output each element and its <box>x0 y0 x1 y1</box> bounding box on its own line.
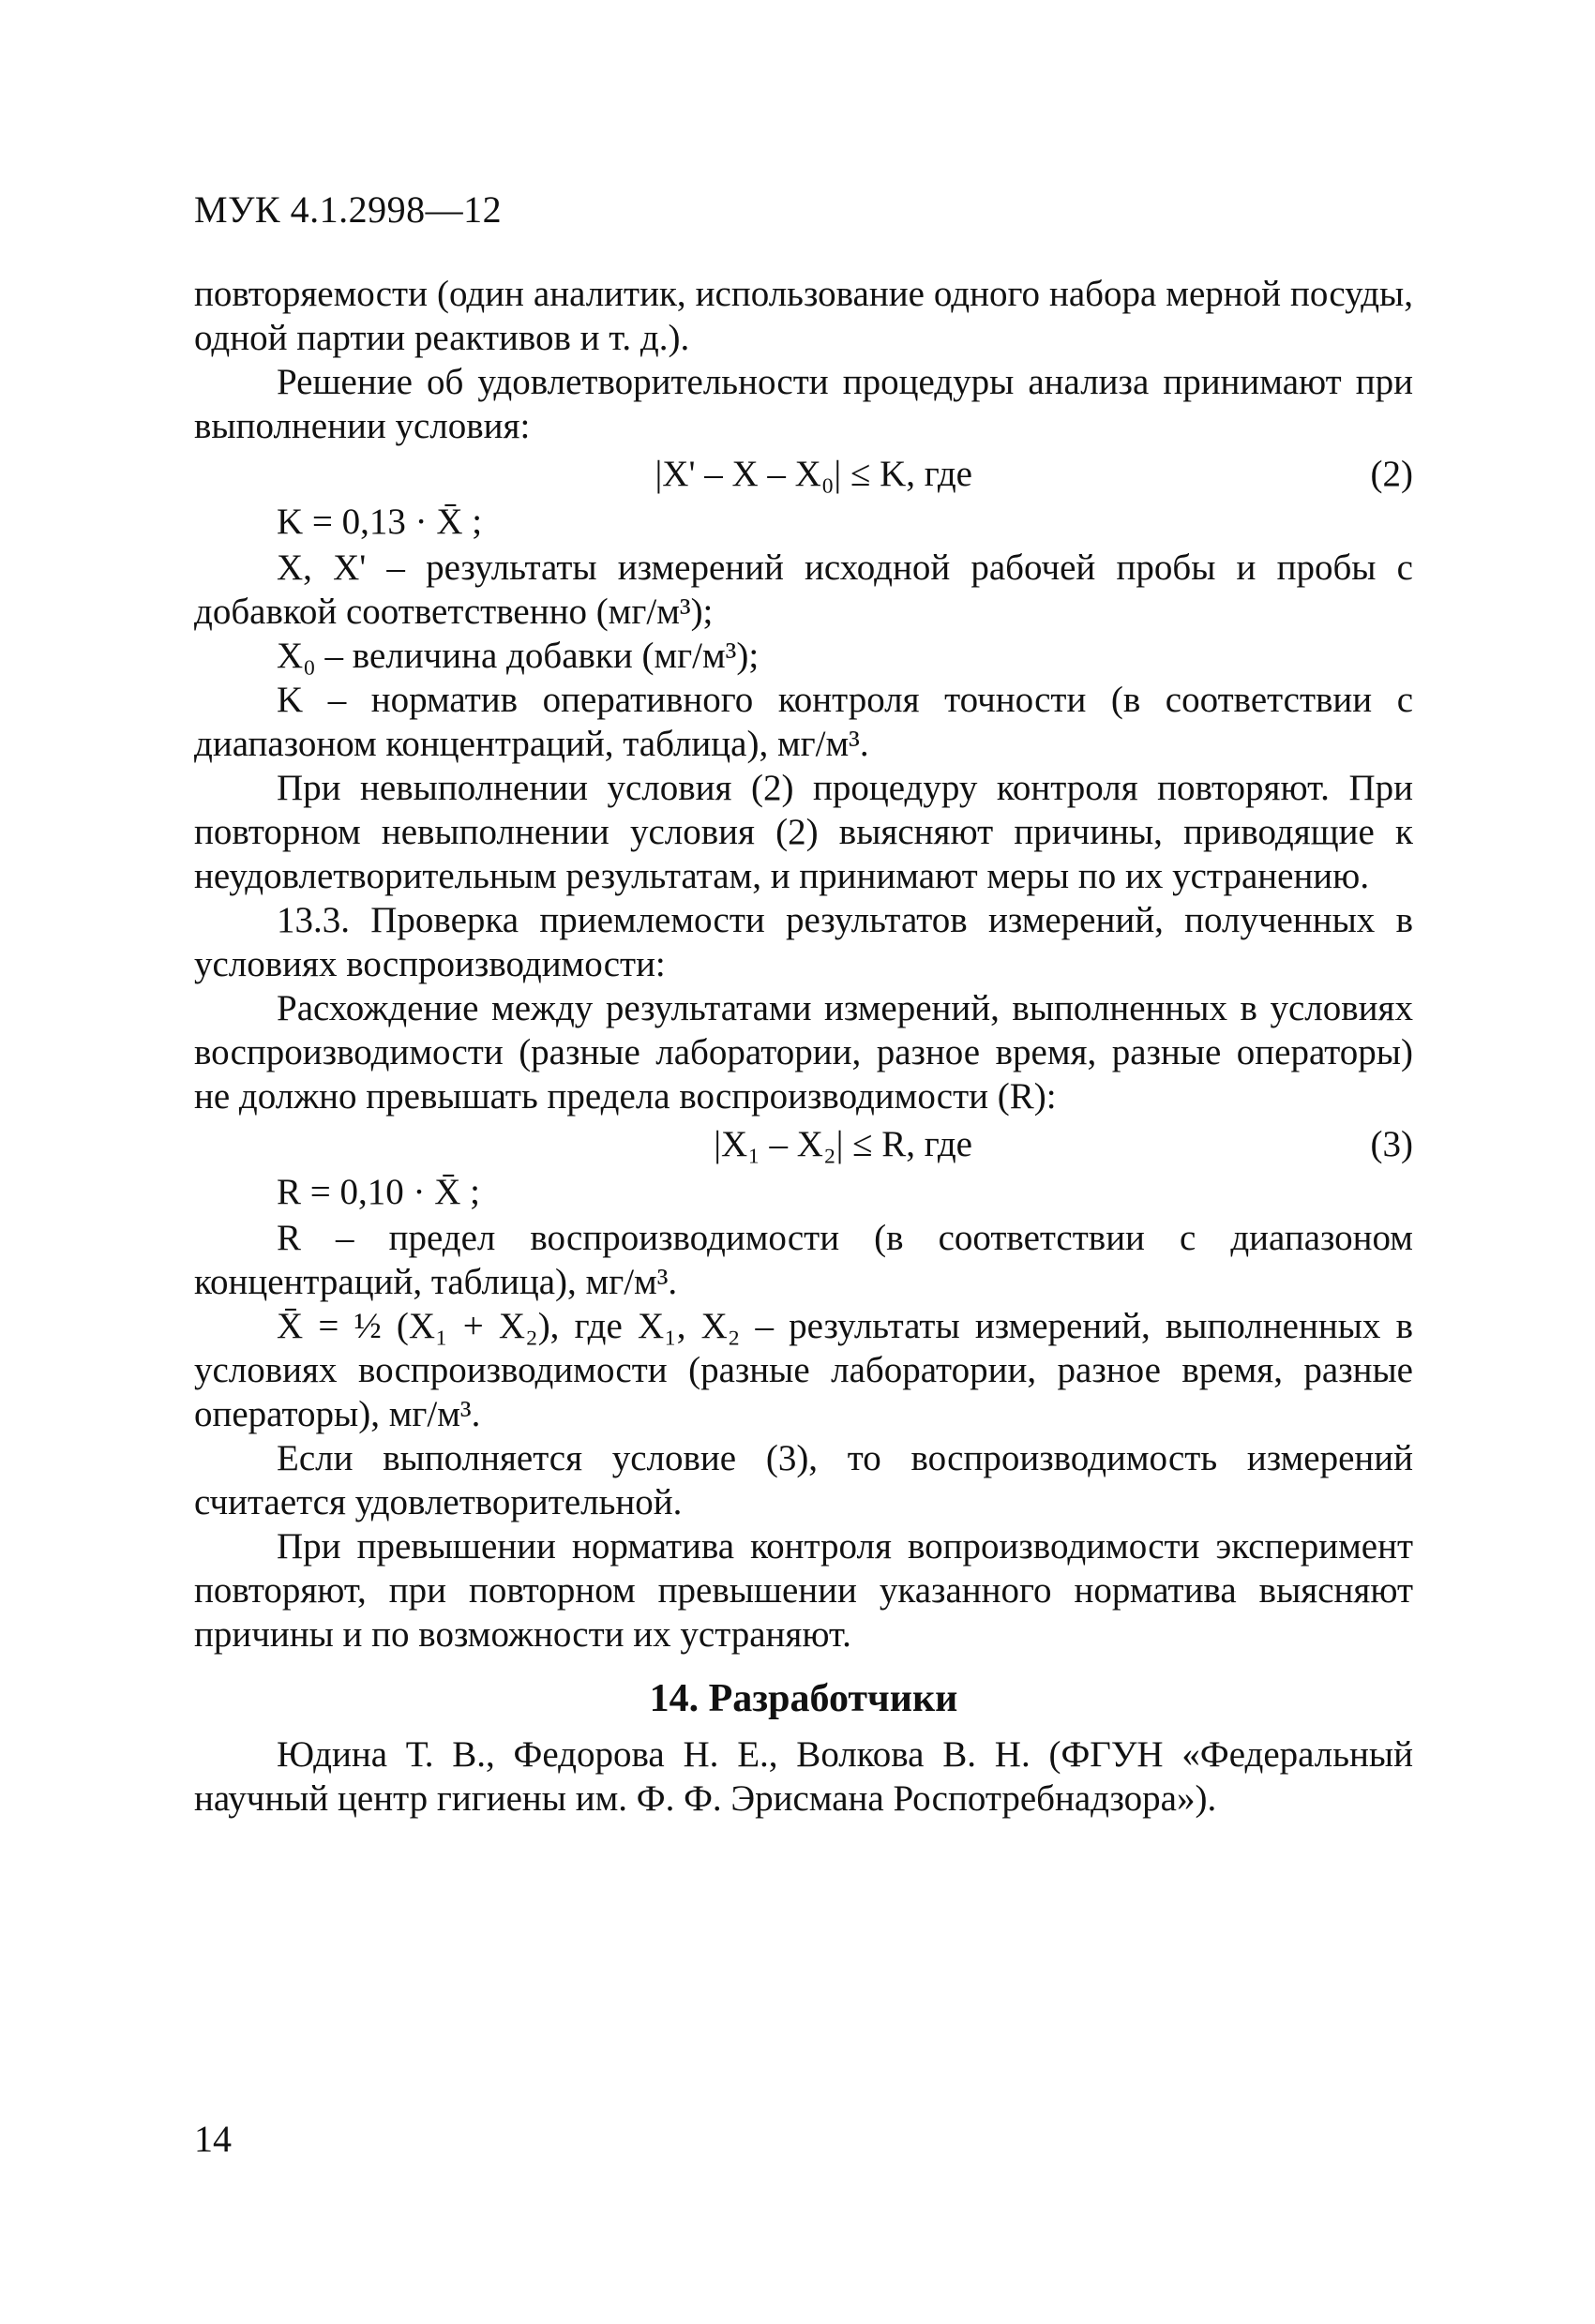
k-coefficient: K = 0,13 · X̄ ; <box>277 502 483 542</box>
paragraph-repeatability: повторяемости (один аналитик, использование одного набора мерной посуды, одной партии реактивов и т. д.). <box>194 274 1413 358</box>
paragraph-failure: При невыполнении условия (2) процедуру контроля повторяют. При повторном невыполнении условия (2) выясняют причины, приводящие к неудовлетворительным результатам, и принимают меры по их устранению. <box>194 768 1413 896</box>
paragraph-decision: Решение об удовлетворительности процедуры анализа принимают при выполнении условия: <box>194 362 1413 446</box>
equation-2 <box>194 452 1413 496</box>
paragraph-satisfactory: Если выполняется условие (3), то воспроизводимость измерений считается удовлетворительной. <box>194 1438 1413 1522</box>
paragraph-13-3: 13.3. Проверка приемлемости результатов измерений, полученных в условиях воспроизводимости: <box>194 900 1413 984</box>
equation-3-number: (3) <box>1370 1124 1413 1164</box>
section-14-heading: 14. Разработчики <box>649 1677 958 1720</box>
x-definition: X, X' – результаты измерений исходной рабочей пробы и пробы с добавкой соответственно (мг/м³); <box>194 547 1413 632</box>
r-coefficient: R = 0,10 · X̄ ; <box>277 1172 480 1212</box>
x0-definition: X₀ – величина добавки (мг/м³); <box>277 636 760 676</box>
page-number: 14 <box>194 2118 232 2160</box>
xbar-definition: X̄ = ½ (X₁ + X₂), где X₁, X₂ – результаты измерений, выполненных в условиях воспроизводимости (разные лаборатории, разное время, разные операторы), мг/м³. <box>194 1306 1413 1434</box>
developers-text: Юдина Т. В., Федорова Н. Е., Волкова В. Н. (ФГУН «Федеральный научный центр гигиены им. Ф. Ф. Эрисмана Роспотребнадзора»). <box>194 1734 1413 1819</box>
paragraph-divergence: Расхождение между результатами измерений, выполненных в условиях воспроизводимости (разные лаборатории, разное время, разные операторы) не должно превышать предела воспроизводимости (R): <box>194 988 1413 1117</box>
R-definition: R – предел воспроизводимости (в соответствии с диапазоном концентраций, таблица), мг/м³. <box>194 1218 1413 1302</box>
equation-3-expression: |X₁ – X₂| ≤ R, где <box>714 1124 972 1164</box>
equation-3 <box>194 1122 1413 1166</box>
page-body <box>194 272 1413 1821</box>
document-code: МУК 4.1.2998—12 <box>194 188 503 231</box>
paragraph-exceed: При превышении норматива контроля вопроизводимости эксперимент повторяют, при повторном превышении указанного норматива выясняют причины и по возможности их устраняют. <box>194 1526 1413 1655</box>
equation-2-expression: |X' – X – X₀| ≤ K, где <box>655 454 972 494</box>
K-definition: K – норматив оперативного контроля точности (в соответствии с диапазоном концентраций, таблица), мг/м³. <box>194 680 1413 764</box>
equation-2-number: (2) <box>1370 454 1413 494</box>
